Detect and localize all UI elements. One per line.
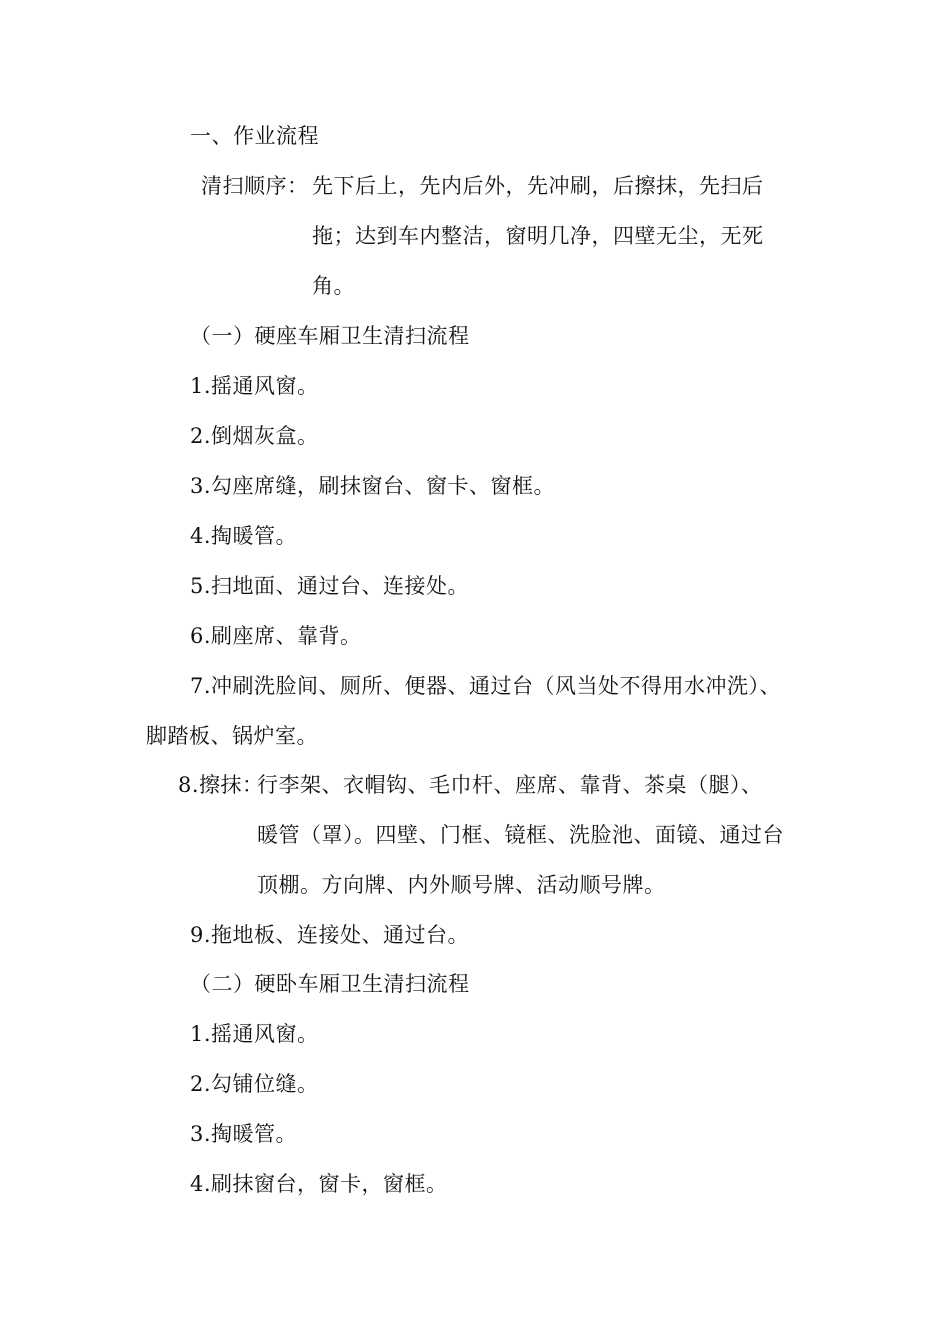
part1-step: 5.扫地面、通过台、连接处。	[190, 574, 470, 598]
part2-step: 1.摇通风窗。	[190, 1022, 319, 1046]
part1-step8-line-2: 暖管（罩）。四壁、门框、镜框、洗脸池、面镜、通过台	[257, 823, 784, 847]
part1-step: 6.刷座席、靠背。	[190, 624, 362, 648]
part1-title: （一）硬座车厢卫生清扫流程	[190, 324, 470, 348]
part1-step: 3.勾座席缝，刷抹窗台、窗卡、窗框。	[190, 474, 556, 498]
order-line-1: 先下后上，先内后外，先冲刷，后擦抹，先扫后	[312, 174, 764, 198]
section-title: 一、作业流程	[190, 124, 319, 148]
part1-step7-line-1: 7.冲刷洗脸间、厕所、便器、通过台（风当处不得用水冲洗）、	[190, 674, 782, 698]
part2-step: 2.勾铺位缝。	[190, 1072, 319, 1096]
order-label: 清扫顺序：	[201, 174, 309, 198]
part2-title: （二）硬卧车厢卫生清扫流程	[190, 972, 470, 996]
part1-step: 1.摇通风窗。	[190, 374, 319, 398]
part1-step7-line-2: 脚踏板、锅炉室。	[146, 724, 318, 748]
part2-step: 3.掏暖管。	[190, 1122, 298, 1146]
order-line-2: 拖；达到车内整洁，窗明几净，四壁无尘，无死	[312, 224, 764, 248]
part1-step8-line-3: 顶棚。方向牌、内外顺号牌、活动顺号牌。	[257, 873, 666, 897]
part1-step: 4.掏暖管。	[190, 524, 298, 548]
part1-step8-line-1: 行李架、衣帽钩、毛巾杆、座席、靠背、茶桌（腿）、	[257, 773, 763, 797]
part2-step: 4.刷抹窗台，窗卡，窗框。	[190, 1172, 448, 1196]
part1-step8-label: 8.擦抹：	[178, 773, 264, 797]
order-line-3: 角。	[312, 274, 355, 298]
part1-step9: 9.拖地板、连接处、通过台。	[190, 923, 470, 947]
part1-step: 2.倒烟灰盒。	[190, 424, 319, 448]
